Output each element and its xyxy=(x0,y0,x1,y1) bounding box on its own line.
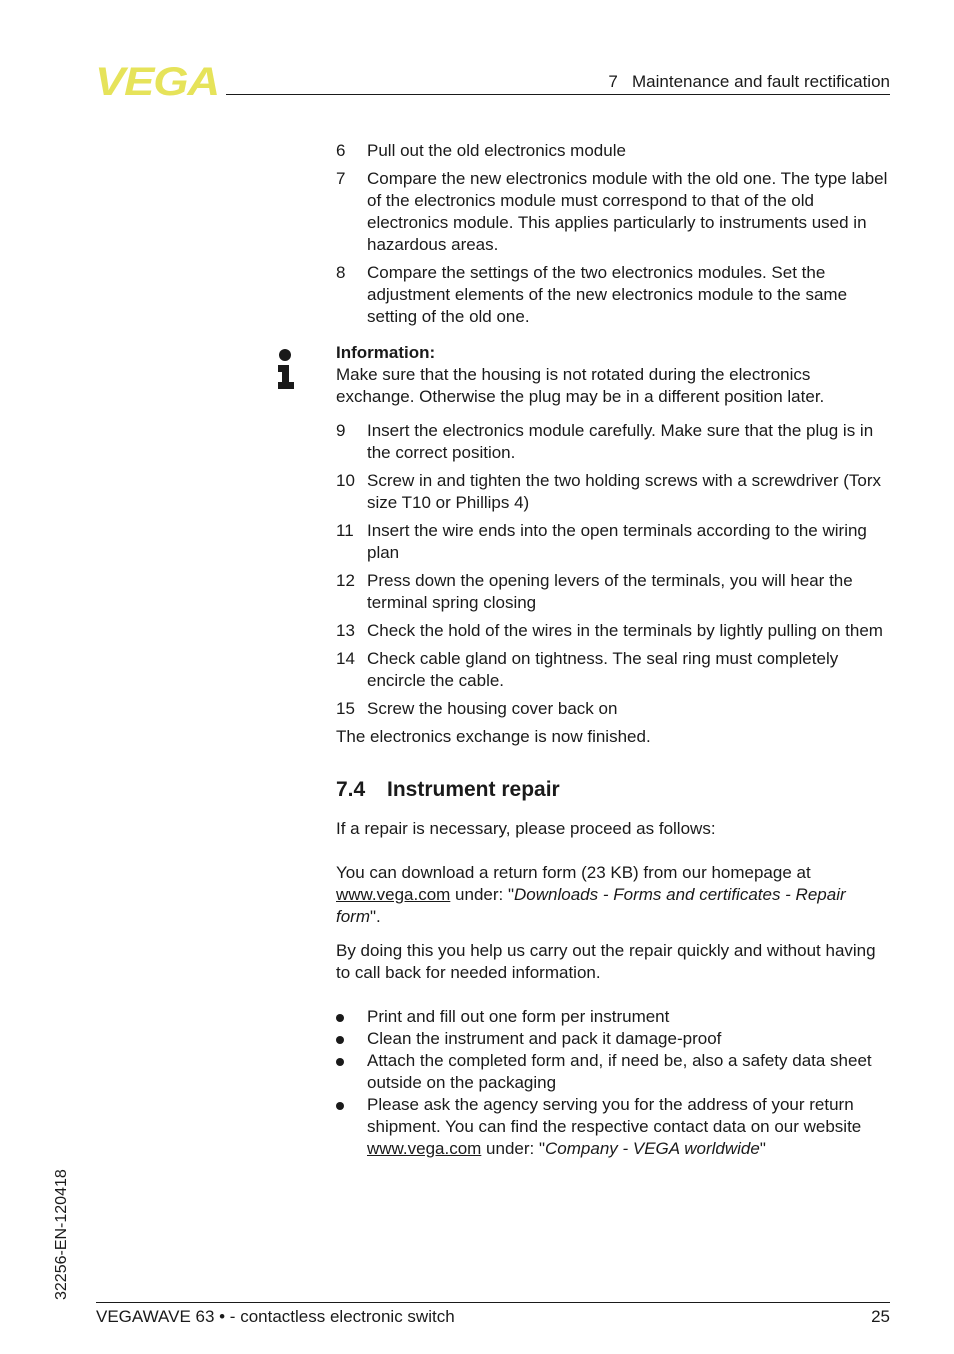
main-content xyxy=(336,140,892,1160)
list-item: 14 Check cable gland on tightness. The seal ring must completely encircle the cable. xyxy=(336,649,839,690)
info-text: Make sure that the housing is not rotated during the electronics exchange. Otherwise the plug may be in a different position later. xyxy=(336,365,825,406)
list-item: 15 Screw the housing cover back on xyxy=(336,699,618,718)
footer-product: VEGAWAVE 63 • - contactless electronic switch xyxy=(96,1307,455,1326)
list-item: 9 Insert the electronics module carefully. Make sure that the plug is in the correct position. xyxy=(336,421,874,462)
info-icon xyxy=(276,348,298,390)
svg-text:VEGA: VEGA xyxy=(95,64,219,98)
list-item: 10 Screw in and tighten the two holding screws with a screwdriver (Torx size T10 or Phillips 4) xyxy=(336,471,881,512)
bullet-icon xyxy=(336,1102,344,1110)
download-paragraph: You can download a return form (23 KB) from our homepage at www.vega.com under: "Downloads - Forms and certificates - Repair form". xyxy=(336,863,846,926)
repair-bullets xyxy=(336,1006,892,1160)
page-number: 25 xyxy=(871,1307,890,1326)
website-path: Company - VEGA worldwide xyxy=(545,1139,760,1158)
list-item: Print and fill out one form per instrument xyxy=(336,1006,892,1028)
footer-rule xyxy=(96,1302,890,1303)
section-number: 7.4 xyxy=(336,778,366,801)
section-title: Instrument repair xyxy=(387,778,560,801)
homepage-link[interactable]: www.vega.com xyxy=(336,885,451,904)
chapter-heading: 7 Maintenance and fault rectification xyxy=(608,72,890,91)
repair-intro: If a repair is necessary, please proceed as follows: xyxy=(336,819,716,838)
vega-logo xyxy=(95,64,220,98)
bullet-icon xyxy=(336,1058,344,1066)
website-link[interactable]: www.vega.com xyxy=(367,1139,482,1158)
section-heading xyxy=(336,776,892,804)
finished-text: The electronics exchange is now finished. xyxy=(336,727,651,746)
list-item: Attach the completed form and, if need be, also a safety data sheet outside on the packaging xyxy=(336,1050,892,1094)
list-item: 7 Compare the new electronics module with the old one. The type label of the electronics module must correspond to that of the old electronics module. This applies particularly to instruments used in hazardous areas. xyxy=(336,169,888,254)
list-item: 11 Insert the wire ends into the open terminals according to the wiring plan xyxy=(336,521,867,562)
download-path: Downloads - Forms and certificates - Repair form xyxy=(336,885,846,926)
list-item: Please ask the agency serving you for the address of your return shipment. You can find the respective contact data on our website www.vega.com under: "Company - VEGA worldwide" xyxy=(336,1094,892,1160)
list-item: 13 Check the hold of the wires in the terminals by lightly pulling on them xyxy=(336,621,883,640)
info-title: Information: xyxy=(336,343,436,362)
list-item: Clean the instrument and pack it damage-proof xyxy=(336,1028,892,1050)
steps-list-second xyxy=(336,420,892,720)
document-code: 32256-EN-120418 xyxy=(53,1169,70,1300)
bullet-icon xyxy=(336,1036,344,1044)
steps-list-first xyxy=(336,140,892,328)
list-item: 12 Press down the opening levers of the terminals, you will hear the terminal spring closing xyxy=(336,571,853,612)
header-rule xyxy=(226,94,890,95)
information-note xyxy=(336,342,892,408)
list-item: 6 Pull out the old electronics module xyxy=(336,141,626,160)
help-paragraph: By doing this you help us carry out the repair quickly and without having to call back for needed information. xyxy=(336,941,876,982)
list-item: 8 Compare the settings of the two electronics modules. Set the adjustment elements of the new electronics module to the same setting of the old one. xyxy=(336,263,848,326)
bullet-icon xyxy=(336,1014,344,1022)
